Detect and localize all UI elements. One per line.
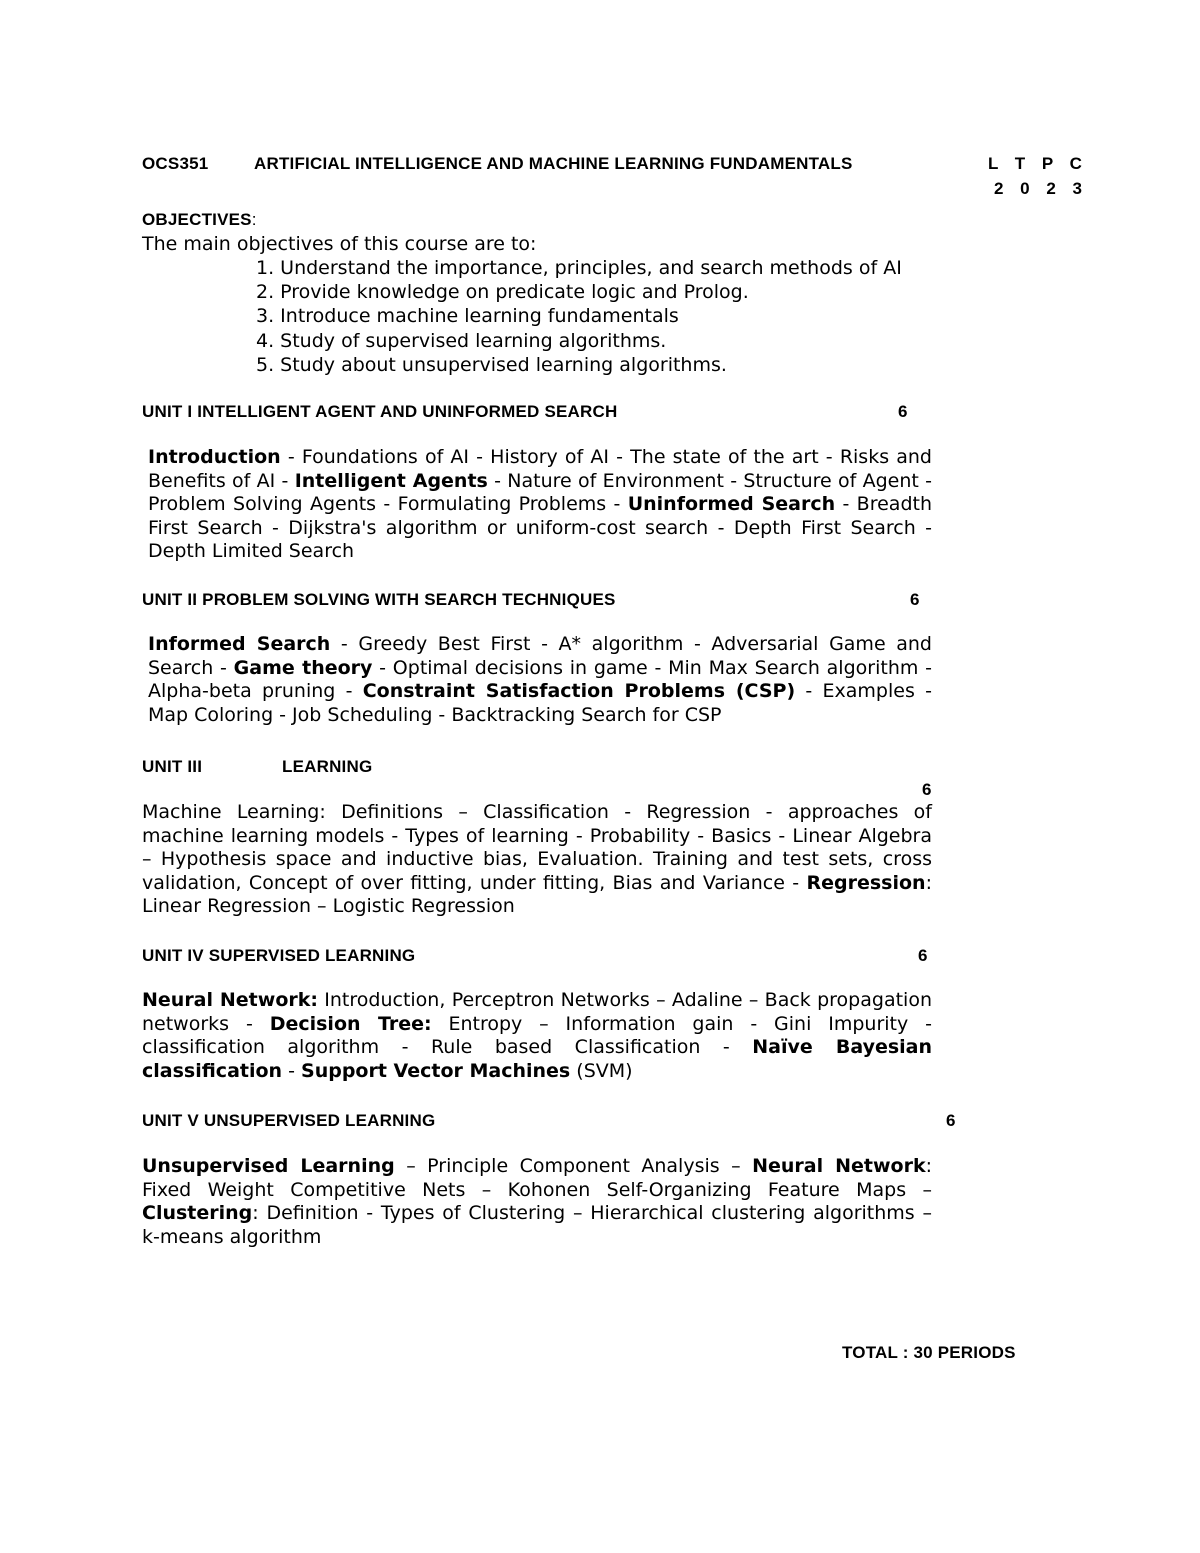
objective-item: 3. Introduce machine learning fundamentals <box>256 305 679 328</box>
topic-text: - Breadth First Search - Dijkstra's algorithm or uniform-cost search - Depth First Search - Depth Limited Search <box>148 493 932 563</box>
objectives-heading: OBJECTIVES: <box>142 210 257 229</box>
topic-keyword: Intelligent Agents <box>294 469 488 492</box>
topic-text: – Principle Component Analysis – <box>394 1155 753 1177</box>
topic-keyword: Neural Network: <box>142 989 318 1011</box>
objective-item: 5. Study about unsupervised learning algorithms. <box>256 353 727 376</box>
topic-text: - <box>282 1059 302 1082</box>
topic-text: Machine Learning: Definitions – Classification - Regression - approaches of machine learning models - Types of learning - Probability - Basics - Linear Algebra – Hypothesis space and inductive bias, Evaluation. Training and test sets, cross validation, Concept of over fitting, under fitting, Bias and Variance - <box>142 801 932 894</box>
topic-keyword: Regression <box>806 871 926 894</box>
topic-text: - Optimal decisions in game - Min Max Search algorithm - Alpha-beta pruning - <box>148 656 932 703</box>
topic-keyword: Support Vector Machines <box>301 1059 571 1082</box>
topic-text: (SVM) <box>570 1059 633 1082</box>
unit-1-title: UNIT I INTELLIGENT AGENT AND UNINFORMED SEARCH <box>142 402 618 421</box>
topic-keyword: Uninformed Search <box>627 493 836 516</box>
unit-2-hours: 6 <box>910 590 920 609</box>
topic-keyword: Unsupervised Learning <box>142 1155 395 1177</box>
topic-keyword: Decision Tree: <box>269 1012 432 1035</box>
unit-4-title: UNIT IV SUPERVISED LEARNING <box>142 946 416 965</box>
unit-3-title: UNIT III <box>142 757 203 776</box>
unit-1-content <box>148 446 932 564</box>
topic-text: : Linear Regression – Logistic Regression <box>142 871 932 918</box>
topic-text: Introduction, Perceptron Networks – Adaline – Back propagation networks - <box>142 989 932 1035</box>
unit-4-content <box>142 989 932 1083</box>
topic-text: : Definition - Types of Clustering – Hierarchical clustering algorithms – k-means algorithm <box>142 1202 932 1248</box>
topic-keyword: Introduction <box>148 446 281 468</box>
unit-1-hours: 6 <box>898 402 908 421</box>
topic-text: Entropy – Information gain - Gini Impurity - classification algorithm - Rule based Classification - <box>142 1012 932 1059</box>
topic-keyword: Naïve Bayesian classification <box>142 1036 933 1082</box>
objective-item: 1. Understand the importance, principles, and search methods of AI <box>256 257 902 279</box>
topic-keyword: Game theory <box>233 656 373 679</box>
unit-4-hours: 6 <box>918 946 928 965</box>
course-code: OCS351 <box>142 154 209 173</box>
objectives-list <box>256 256 902 377</box>
unit-3-content <box>142 801 932 919</box>
topic-keyword: Informed Search <box>148 633 331 655</box>
objectives-intro: The main objectives of this course are to: <box>142 233 537 255</box>
topic-text: - Foundations of AI - History of AI - The state of the art - Risks and Benefits of AI - <box>148 446 932 492</box>
topic-text: - Examples - Map Coloring - Job Scheduling - Backtracking Search for CSP <box>148 680 932 726</box>
unit-2-title: UNIT II PROBLEM SOLVING WITH SEARCH TECHNIQUES <box>142 590 616 609</box>
unit-3-hours: 6 <box>922 780 932 799</box>
unit-5-hours: 6 <box>946 1111 956 1130</box>
topic-text: - Greedy Best First - A* algorithm - Adversarial Game and Search - <box>148 633 932 679</box>
course-title: ARTIFICIAL INTELLIGENCE AND MACHINE LEARNING FUNDAMENTALS <box>254 154 853 173</box>
unit-5-title: UNIT V UNSUPERVISED LEARNING <box>142 1111 436 1130</box>
unit-3-subtitle: LEARNING <box>282 757 373 776</box>
ltpc-label: L T P C <box>988 154 1088 173</box>
topic-text: : Fixed Weight Competitive Nets – Kohonen Self-Organizing Feature Maps – <box>142 1155 932 1201</box>
topic-keyword: Constraint Satisfaction Problems (CSP) <box>362 680 796 703</box>
ltpc-values: 2 0 2 3 <box>994 179 1088 198</box>
unit-5-content <box>142 1155 932 1249</box>
total-periods: TOTAL : 30 PERIODS <box>842 1343 1016 1362</box>
topic-text: - Nature of Environment - Structure of Agent - Problem Solving Agents - Formulating Problems - <box>148 469 932 516</box>
unit-2-content <box>148 633 932 727</box>
objective-item: 4. Study of supervised learning algorithms. <box>256 329 667 352</box>
topic-keyword: Clustering <box>142 1202 253 1225</box>
objective-item: 2. Provide knowledge on predicate logic and Prolog. <box>256 281 749 304</box>
topic-keyword: Neural Network <box>752 1155 926 1177</box>
